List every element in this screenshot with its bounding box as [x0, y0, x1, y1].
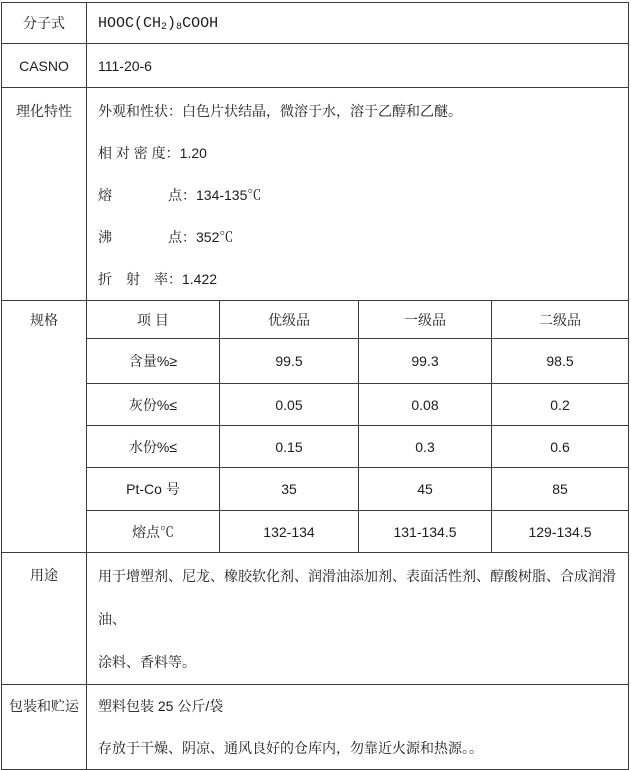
property-melting-point: 熔 点：134-135℃	[98, 187, 262, 203]
property-boiling-point: 沸 点：352℃	[98, 229, 234, 245]
spec-header-second-grade: 二级品	[492, 301, 629, 339]
spec-table-header-row	[2, 301, 629, 339]
spec-value: 85	[492, 468, 629, 511]
spec-value: 0.2	[492, 384, 629, 426]
spec-row-ash	[2, 384, 629, 426]
usage-label: 用途	[2, 553, 87, 685]
property-refractive-index: 折 射 率：1.422	[98, 271, 218, 287]
spec-row-content	[2, 339, 629, 384]
formula-part: HOOC(CH	[98, 14, 162, 32]
molecular-formula-value	[87, 3, 629, 44]
usage-text-line: 涂料、香料等。	[98, 654, 196, 670]
spec-value: 0.6	[492, 426, 629, 468]
spec-value: 0.05	[220, 384, 359, 426]
spec-value: 35	[220, 468, 359, 511]
product-spec-table	[1, 2, 629, 770]
spec-item-name: 水份%≤	[87, 426, 220, 468]
packaging-content	[87, 685, 629, 770]
spec-label: 规格	[2, 301, 87, 553]
properties-content	[87, 88, 629, 301]
spec-row-melting-point	[2, 511, 629, 553]
spec-header-item: 项 目	[87, 301, 220, 339]
property-appearance: 外观和性状：白色片状结晶，微溶于水，溶于乙醇和乙醚。	[98, 103, 462, 119]
spec-value: 99.5	[220, 339, 359, 384]
row-physical-chemical-properties	[2, 88, 629, 301]
spec-item-name: Pt-Co 号	[87, 468, 220, 511]
spec-value: 0.3	[359, 426, 492, 468]
spec-value: 131-134.5	[359, 511, 492, 553]
cas-number-value: 111-20-6	[87, 44, 629, 88]
spec-row-moisture	[2, 426, 629, 468]
formula-subscript: 2	[161, 21, 168, 33]
packaging-text-line: 塑料包装 25 公斤/袋	[98, 698, 224, 714]
row-cas-number	[2, 44, 629, 88]
molecular-formula-label: 分子式	[2, 3, 87, 44]
spec-value: 132-134	[220, 511, 359, 553]
row-packaging-storage	[2, 685, 629, 770]
formula-part: COOH	[182, 14, 219, 32]
usage-content	[87, 553, 629, 685]
spec-value: 45	[359, 468, 492, 511]
properties-label: 理化特性	[2, 88, 87, 301]
packaging-label: 包装和贮运	[2, 685, 87, 770]
spec-item-name: 灰份%≤	[87, 384, 220, 426]
packaging-text-line: 存放于干燥、阴凉、通风良好的仓库内，勿靠近火源和热源。。	[98, 740, 483, 756]
chemical-formula	[98, 15, 218, 32]
spec-value: 98.5	[492, 339, 629, 384]
spec-value: 0.15	[220, 426, 359, 468]
spec-value: 0.08	[359, 384, 492, 426]
formula-subscript: 8	[176, 21, 183, 33]
spec-value: 129-134.5	[492, 511, 629, 553]
product-spec-sheet	[1, 2, 629, 770]
property-relative-density: 相 对 密 度：1.20	[98, 145, 207, 161]
spec-header-first-grade: 一级品	[359, 301, 492, 339]
cas-number-label: CASNO	[2, 44, 87, 88]
spec-item-name: 熔点℃	[87, 511, 220, 553]
spec-item-name: 含量%≥	[87, 339, 220, 384]
spec-value: 99.3	[359, 339, 492, 384]
spec-row-ptco	[2, 468, 629, 511]
spec-header-premium-grade: 优级品	[220, 301, 359, 339]
usage-text-line: 用于增塑剂、尼龙、橡胶软化剂、润滑油添加剂、表面活性剂、醇酸树脂、合成润滑油、	[98, 568, 616, 627]
formula-part: )	[167, 14, 177, 32]
row-molecular-formula	[2, 3, 629, 44]
row-usage	[2, 553, 629, 685]
